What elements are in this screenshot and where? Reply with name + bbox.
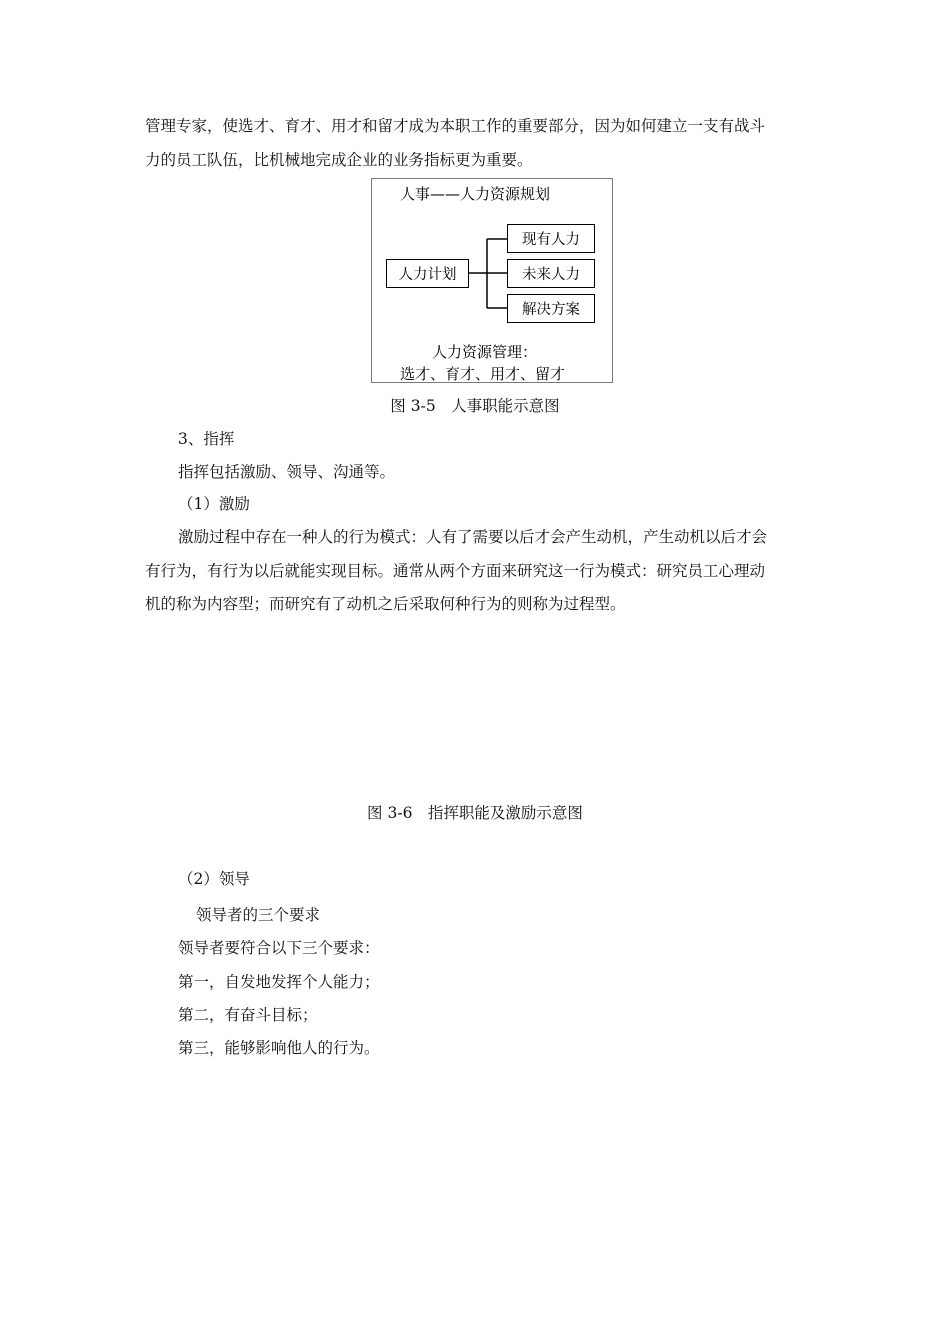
- paragraph-line: 管理专家，使选才、育才、用才和留才成为本职工作的重要部分，因为如何建立一支有战斗: [145, 117, 766, 135]
- paragraph-line: 有行为，有行为以后就能实现目标。通常从两个方面来研究这一行为模式：研究员工心理动: [145, 562, 766, 580]
- branch-box-solution: 解决方案: [507, 294, 595, 323]
- list-item: 第一，自发地发挥个人能力；: [178, 973, 380, 991]
- figure-caption: 图 3-5 人事职能示意图: [390, 397, 560, 415]
- paragraph-line: 机的称为内容型；而研究有了动机之后采取何种行为的则称为过程型。: [145, 595, 626, 613]
- branch-box-future-staff: 未来人力: [507, 259, 595, 288]
- list-item: 第二，有奋斗目标；: [178, 1006, 318, 1024]
- figure-footer-line: 人力资源管理：: [432, 343, 538, 361]
- paragraph-line: 力的员工队伍，比机械地完成企业的业务指标更为重要。: [145, 151, 533, 169]
- paragraph-line: 激励过程中存在一种人的行为模式：人有了需要以后才会产生动机，产生动机以后才会: [178, 528, 768, 546]
- figure-title: 人事——人力资源规划: [400, 185, 551, 203]
- paragraph-line: 领导者要符合以下三个要求：: [178, 939, 380, 957]
- figure-hr-planning: [371, 178, 613, 383]
- subheading: 领导者的三个要求: [196, 906, 321, 924]
- branch-box-current-staff: 现有人力: [507, 224, 595, 253]
- figure-caption: 图 3-6 指挥职能及激励示意图: [367, 804, 583, 822]
- plan-box: 人力计划: [386, 259, 469, 288]
- paragraph-line: 指挥包括激励、领导、沟通等。: [178, 463, 396, 481]
- subsection-heading: （2）领导: [178, 870, 250, 888]
- subsection-heading: （1）激励: [178, 495, 250, 513]
- section-heading: 3、指挥: [178, 430, 235, 448]
- list-item: 第三，能够影响他人的行为。: [178, 1039, 380, 1057]
- figure-footer-line: 选才、育才、用才、留才: [400, 365, 566, 383]
